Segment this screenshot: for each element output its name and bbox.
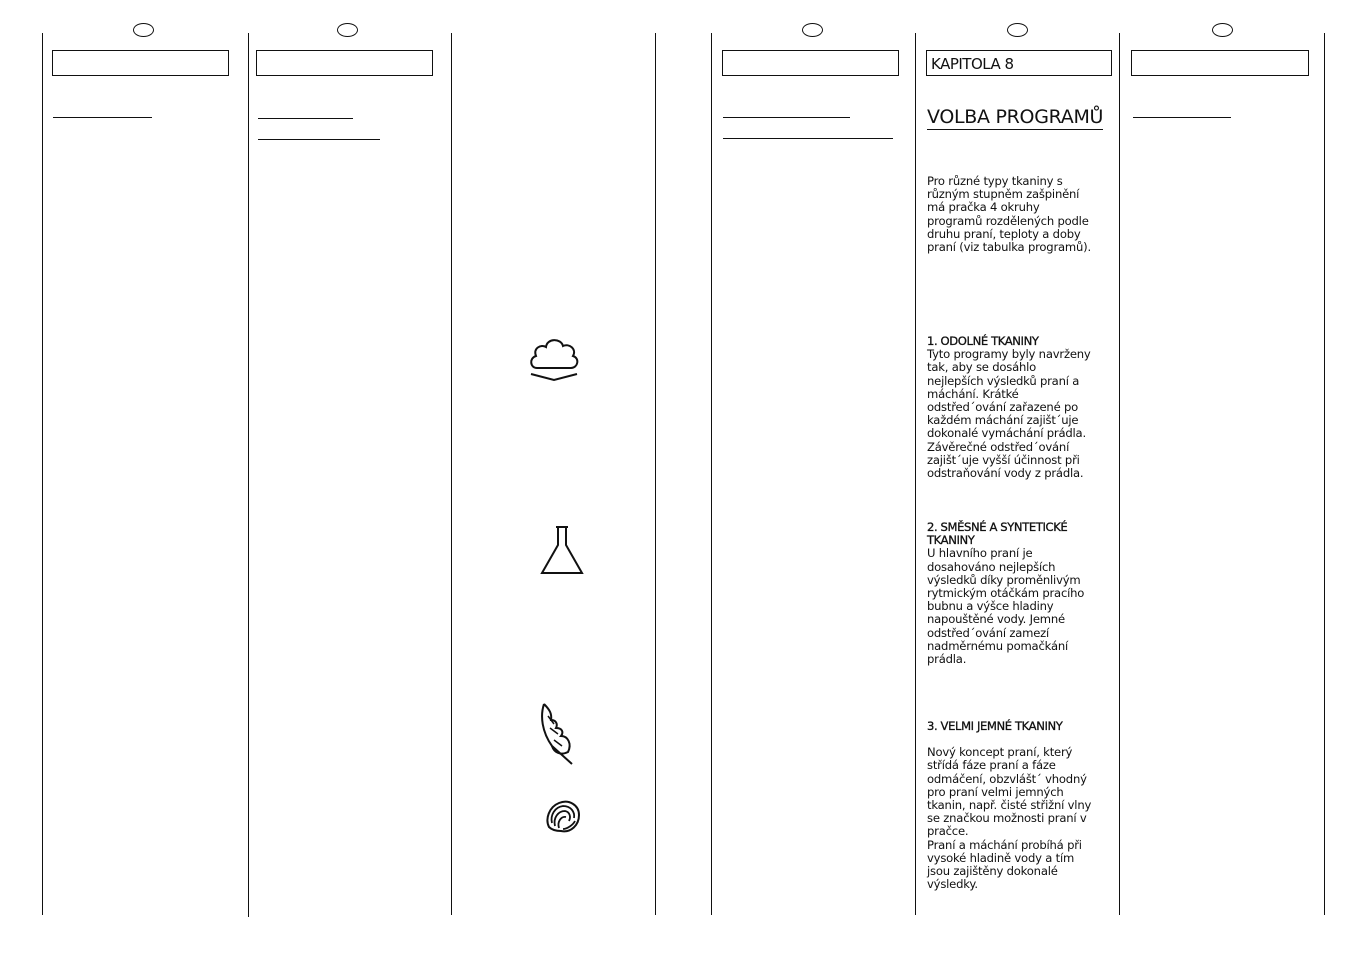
chapter-box [256,50,433,76]
language-marker [1007,23,1028,37]
title-underline [258,118,353,119]
chapter-box [926,50,1112,76]
chapter-label: KAPITOLA 8 [931,55,1014,73]
title-underline [258,139,380,140]
title-underline [723,117,850,118]
wool-icon [545,799,581,835]
chapter-box [52,50,229,76]
column-rule [1119,33,1120,915]
feather-icon [538,702,578,766]
page-title: VOLBA PROGRAMŮ [927,106,1104,128]
section-heading: 2. SMĚSNÉ A SYNTETICKÉ TKANINY [927,520,1068,548]
column-rule [915,33,916,915]
column-rule [451,33,452,915]
section-durable [927,335,1113,480]
chapter-box [722,50,899,76]
language-marker [337,23,358,37]
intro-text: Pro různé typy tkaniny s různým stupněm zašpinění má pračka 4 okruhy programů rozdělených podle druhu praní, teploty a doby praní (viz tabulka programů). [927,174,1091,255]
section-heading: 1. ODOLNÉ TKANINY [927,334,1039,348]
flask-icon [540,525,584,575]
language-marker [133,23,154,37]
column-rule [655,33,656,915]
column-rule [1324,33,1325,915]
column-rule [42,33,43,915]
section-delicate [927,720,1113,891]
language-marker [802,23,823,37]
section-synthetic [927,521,1113,666]
title-underline [1133,117,1231,118]
column-rule [711,33,712,915]
section-heading: 3. VELMI JEMNÉ TKANINY [927,719,1063,733]
section-body: Nový koncept praní, který střídá fáze praní a fáze odmáčení, obzvlášt´ vhodný pro praní velmi jemných tkanin, např. čisté střižní vlny se značkou možnosti praní v pračce. Praní a máchání probíhá při vysoké hladině vody a tím jsou zajištěny dokonalé výsledky. [927,745,1092,892]
column-rule [248,33,249,917]
section-body: Tyto programy byly navrženy tak, aby se dosáhlo nejlepších výsledků praní a máchání. Krátké odstřed´ování zařazené po každém máchání zajišt´uje dokonalé vymáchání prádla. Závěrečné odstřed´ování zajišt´uje vyšší účinnost při odstraňování vody z prádla. [927,347,1091,481]
title-underline [723,138,893,139]
language-marker [1212,23,1233,37]
cotton-icon [527,334,581,386]
section-body: U hlavního praní je dosahováno nejlepších výsledků díky proměnlivým rytmickým otáčkám pracího bubnu a výšce hladiny napouštěné vody. Jemné odstřed´ování zamezí nadměrnému pomačkání prádla. [927,546,1085,667]
title-underline [53,117,152,118]
chapter-box [1131,50,1309,76]
intro-paragraph [927,175,1113,254]
